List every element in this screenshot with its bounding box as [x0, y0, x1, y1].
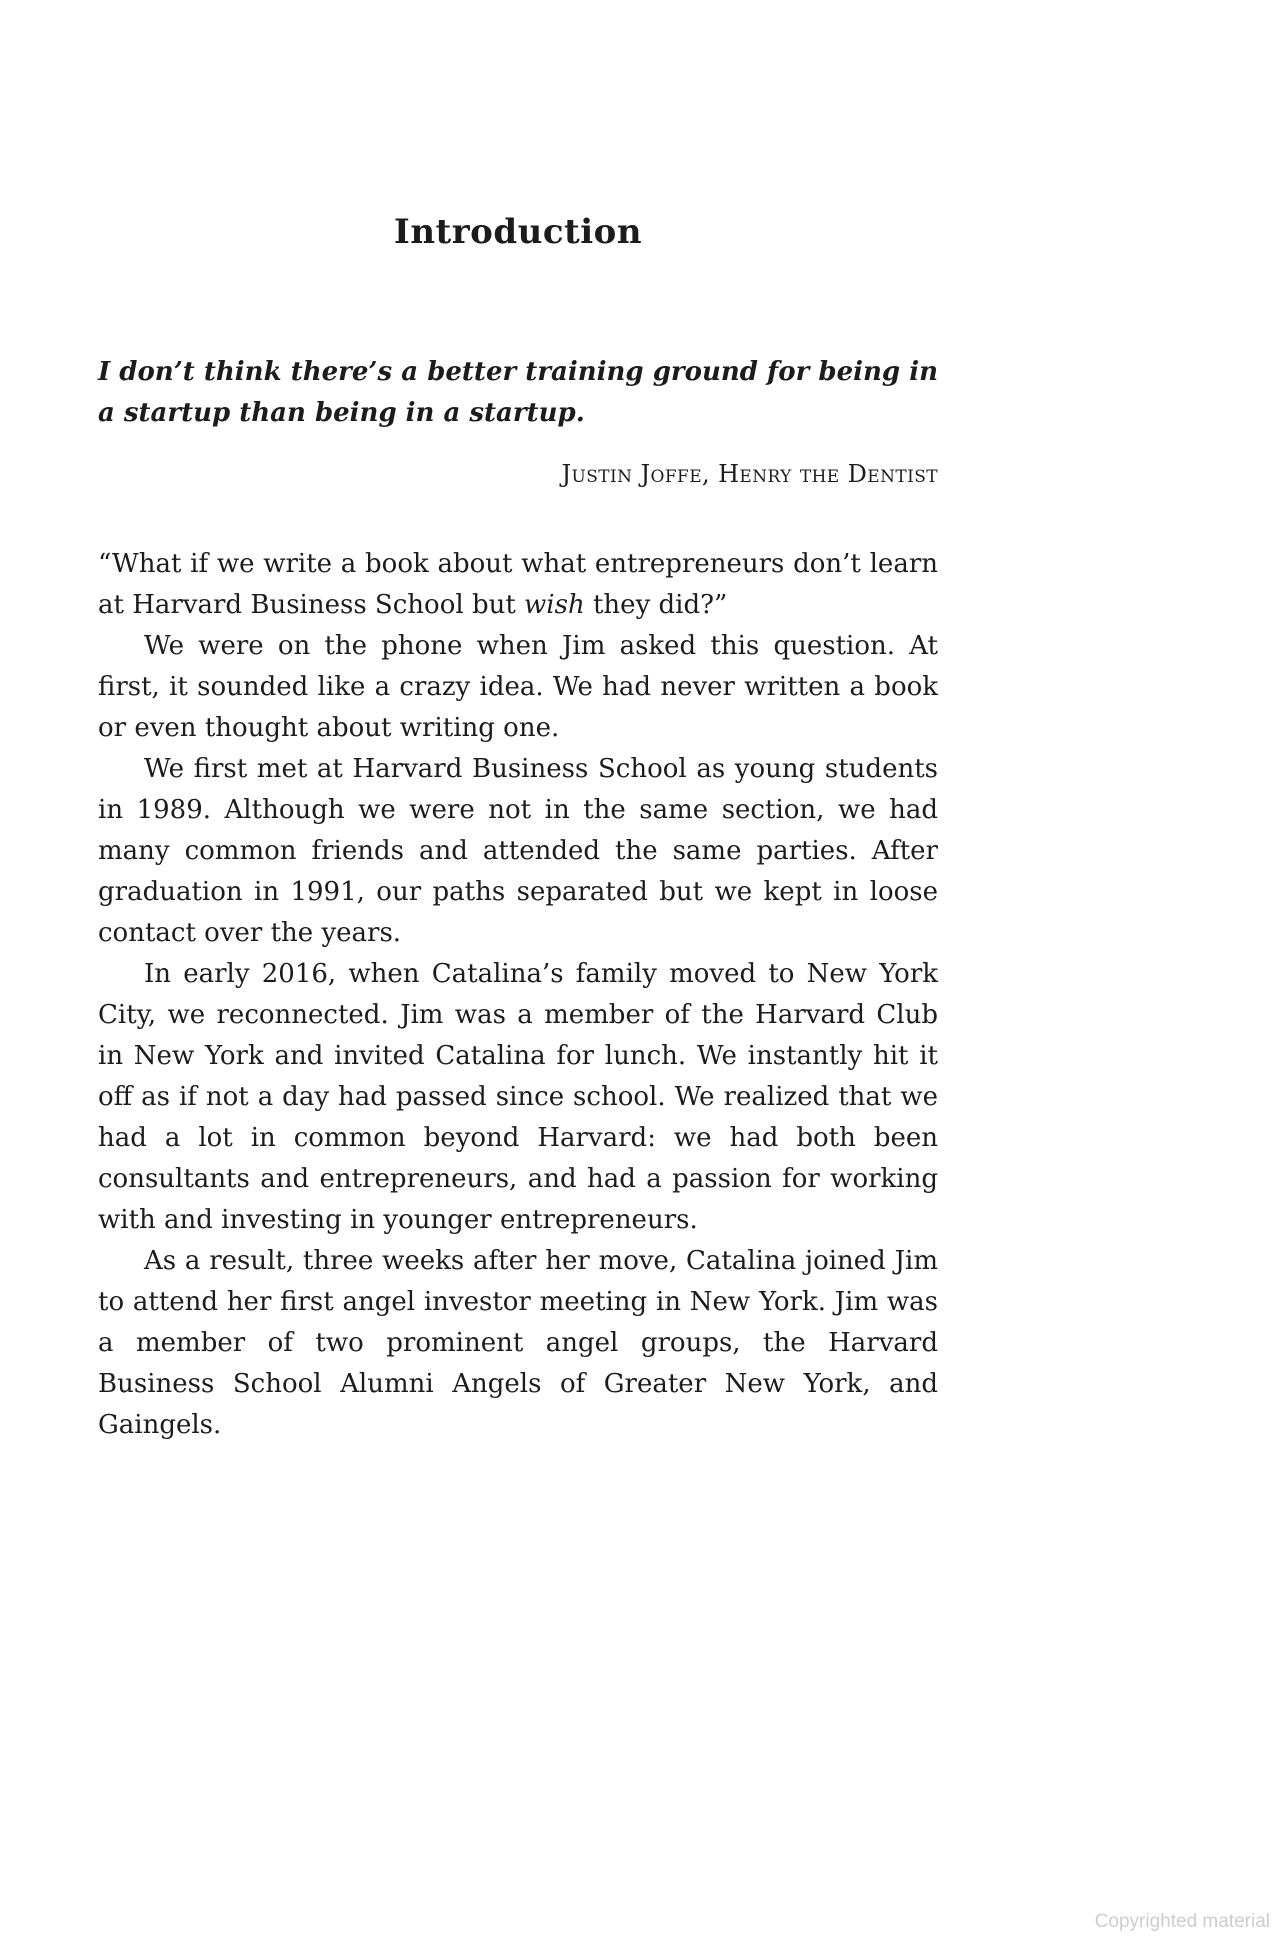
paragraph-run: We first met at Harvard Business School as young students in 1989. Although we were not in the same section, we had many common friends and attended the same parties. After graduation in 1991, our paths separated but we kept in loose contact over the years.: [98, 754, 938, 948]
paragraph-run: In early 2016, when Catalina’s family moved to New York City, we reconnected. Jim was a member of the Harvard Club in New York and invited Catalina for lunch. We instantly hit it off as if not a day had passed since school. We realized that we had a lot in common beyond Harvard: we had both been consultants and entrepreneurs, and had a passion for working with and investing in younger entrepreneurs.: [98, 959, 938, 1235]
paragraph-run: As a result, three weeks after her move, Catalina joined Jim to attend her first angel investor meeting in New York. Jim was a member of two prominent angel groups, the Harvard Business School Alumni Angels of Greater New York, and Gaingels.: [98, 1246, 938, 1440]
paragraph-run-italic: wish: [524, 590, 585, 620]
paragraph: [98, 954, 938, 1241]
page-title: Introduction: [393, 212, 643, 252]
paragraph-run: “What if we write a book about what entrepreneurs don’t learn at Harvard Business School but: [98, 549, 938, 620]
watermark: Copyrighted material: [1094, 1911, 1270, 1932]
body-paragraphs: [98, 544, 938, 1446]
page-text-block: [98, 0, 938, 1446]
epigraph-attribution: Justin Joffe, Henry the Dentist: [561, 460, 938, 488]
paragraph: [98, 749, 938, 954]
paragraph: [98, 1241, 938, 1446]
paragraph-run: they did?”: [584, 590, 728, 620]
paragraph: [98, 544, 938, 626]
epigraph: I don’t think there’s a better training ground for being in a startup than being in a startup.: [98, 357, 938, 428]
paragraph: [98, 626, 938, 749]
paragraph-run: We were on the phone when Jim asked this question. At first, it sounded like a crazy idea. We had never written a book or even thought about writing one.: [98, 631, 938, 743]
